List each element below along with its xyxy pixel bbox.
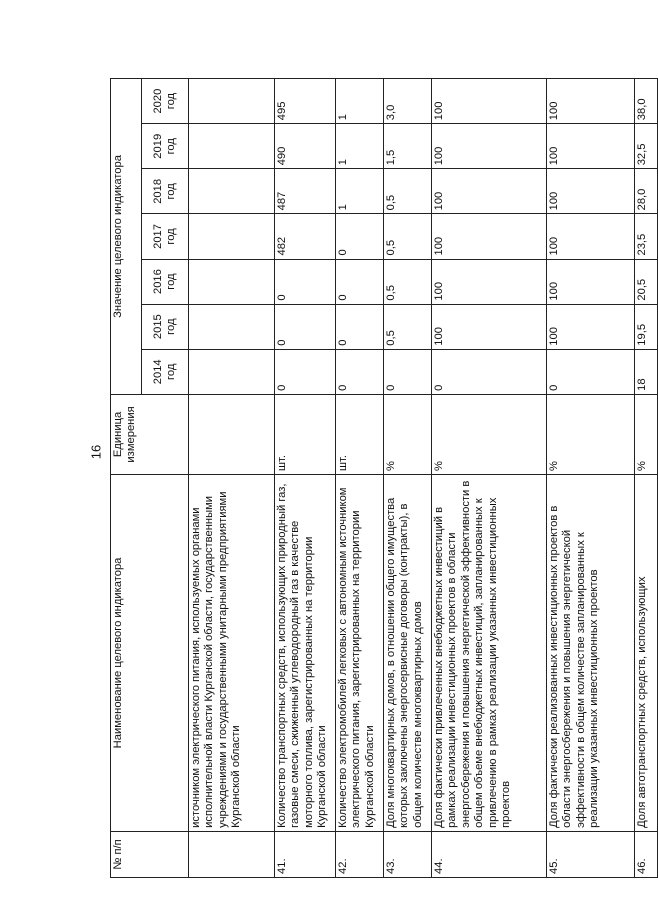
value-cell: 100: [547, 169, 635, 214]
value-cell: [189, 259, 275, 304]
table-row: [275, 79, 336, 878]
value-cell: [189, 169, 275, 214]
unit-cell: %: [432, 394, 547, 474]
value-cell: 100: [432, 79, 547, 124]
row-number: 41.: [275, 831, 336, 877]
header-year: 2018 год: [142, 169, 189, 214]
indicator-name: Количество электромобилей легковых с автономным источником электрического питания, зарегистрированных на территории Курганской области: [336, 475, 384, 832]
header-year: 2015 год: [142, 304, 189, 349]
table-header-row: [111, 79, 142, 878]
header-year: 2014 год: [142, 349, 189, 394]
header-year: 2019 год: [142, 124, 189, 169]
value-cell: 100: [547, 79, 635, 124]
indicator-name: Доля автотранспортных средств, использующих: [635, 475, 658, 832]
unit-cell: шт.: [336, 394, 384, 474]
value-cell: 100: [432, 124, 547, 169]
value-cell: 32,5: [635, 124, 658, 169]
value-cell: 1: [336, 79, 384, 124]
value-cell: [189, 124, 275, 169]
value-cell: 19,5: [635, 304, 658, 349]
value-cell: 487: [275, 169, 336, 214]
value-cell: 0,5: [384, 259, 432, 304]
value-cell: 1: [336, 169, 384, 214]
value-cell: 495: [275, 79, 336, 124]
indicator-name: Доля многоквартирных домов, в отношении общего имущества которых заключены энергосервисные договоры (контракты), в общем количестве многоквартирных домов: [384, 475, 432, 832]
value-cell: [189, 79, 275, 124]
value-cell: 100: [547, 124, 635, 169]
value-cell: 490: [275, 124, 336, 169]
indicator-name: Доля фактически привлеченных внебюджетных инвестиций в рамках реализации инвестиционных проектов в области энергосбережения и повышения энергетической эффективности в общем объеме внебюджетных инвестиций, запланированных к привлечению в рамках реализации указанных инвестиционных проектов: [432, 475, 547, 832]
table-row: [189, 79, 275, 878]
table-row: [547, 79, 635, 878]
header-year: 2020 год: [142, 79, 189, 124]
value-cell: 0: [336, 214, 384, 259]
value-cell: 100: [432, 259, 547, 304]
header-unit: Единица измерения: [111, 394, 189, 474]
unit-cell: [189, 394, 275, 474]
value-cell: 38,0: [635, 79, 658, 124]
value-cell: 23,5: [635, 214, 658, 259]
table-row: [432, 79, 547, 878]
table-row: [635, 79, 658, 878]
header-target: Значение целевого индикатора: [111, 79, 142, 395]
value-cell: [189, 214, 275, 259]
value-cell: 0,5: [384, 214, 432, 259]
value-cell: 100: [432, 169, 547, 214]
value-cell: 0,5: [384, 304, 432, 349]
value-cell: 0: [547, 349, 635, 394]
indicator-name: Доля фактически реализованных инвестиционных проектов в области энергосбережения и повышения энергетической эффективности в общем количестве запланированных к реализации указанных инвестиционных проектов: [547, 475, 635, 832]
row-number: 43.: [384, 831, 432, 877]
value-cell: 100: [547, 304, 635, 349]
header-year: 2017 год: [142, 214, 189, 259]
table-row: [384, 79, 432, 878]
unit-cell: %: [635, 394, 658, 474]
value-cell: 0: [336, 304, 384, 349]
value-cell: 1,5: [384, 124, 432, 169]
value-cell: 0: [275, 304, 336, 349]
table-row: [336, 79, 384, 878]
value-cell: 0: [432, 349, 547, 394]
value-cell: 0: [336, 259, 384, 304]
indicator-name: источником электрического питания, используемых органами исполнительной власти Курганской области, государственными учреждениями и государственными унитарными предприятиями Курганской области: [189, 475, 275, 832]
value-cell: 100: [432, 214, 547, 259]
value-cell: 100: [432, 304, 547, 349]
value-cell: 18: [635, 349, 658, 394]
row-number: 44.: [432, 831, 547, 877]
value-cell: 3,0: [384, 79, 432, 124]
value-cell: 1: [336, 124, 384, 169]
page-number: 16: [88, 444, 104, 460]
value-cell: 100: [547, 259, 635, 304]
header-no: № п/п: [111, 831, 189, 877]
rotated-page-content: [110, 78, 648, 878]
indicator-name: Количество транспортных средств, использующих природный газ, газовые смеси, сжиженный углеводородный газ в качестве моторного топлива, зарегистрированных на территории Курганской области: [275, 475, 336, 832]
row-number: [189, 831, 275, 877]
header-year: 2016 год: [142, 259, 189, 304]
unit-cell: %: [547, 394, 635, 474]
row-number: 46.: [635, 831, 658, 877]
value-cell: 100: [547, 214, 635, 259]
value-cell: [189, 304, 275, 349]
header-name: Наименование целевого индикатора: [111, 475, 189, 832]
indicator-table: [110, 78, 658, 878]
value-cell: [189, 349, 275, 394]
unit-cell: %: [384, 394, 432, 474]
value-cell: 0: [275, 349, 336, 394]
value-cell: 28,0: [635, 169, 658, 214]
value-cell: 0: [336, 349, 384, 394]
value-cell: 0: [384, 349, 432, 394]
unit-cell: шт.: [275, 394, 336, 474]
value-cell: 20,5: [635, 259, 658, 304]
row-number: 42.: [336, 831, 384, 877]
value-cell: 482: [275, 214, 336, 259]
value-cell: 0,5: [384, 169, 432, 214]
value-cell: 0: [275, 259, 336, 304]
row-number: 45.: [547, 831, 635, 877]
